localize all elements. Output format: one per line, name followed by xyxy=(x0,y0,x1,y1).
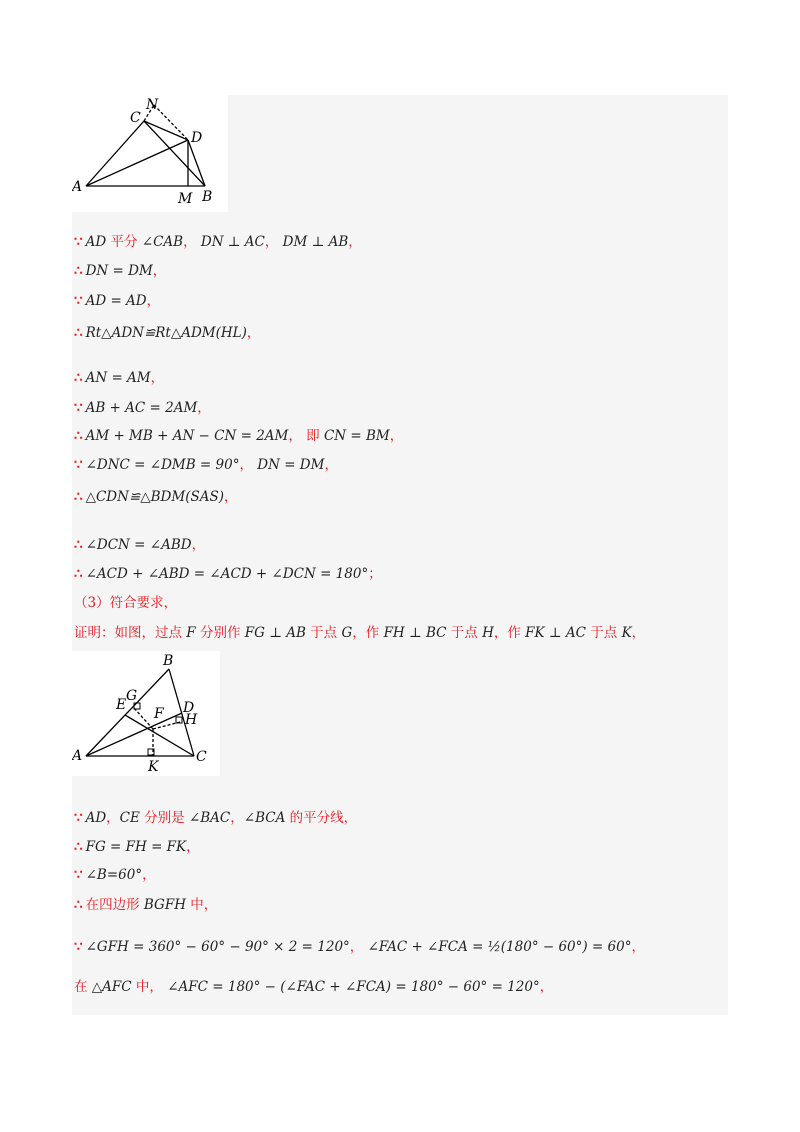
proof-line-4 xyxy=(74,324,260,342)
logic-symbol: ∴ xyxy=(74,537,83,553)
connector-text: ， xyxy=(389,428,404,444)
proof-line-17 xyxy=(74,978,553,996)
math-expression: FG ⊥ AB xyxy=(244,625,306,641)
connector-text: （3）符合要求， xyxy=(74,595,178,611)
connector-text: ， xyxy=(146,293,161,309)
logic-symbol: ∴ xyxy=(74,566,83,582)
connector-text: ， xyxy=(183,234,201,250)
connector-text: ， xyxy=(246,325,261,341)
connector-text: ，作 xyxy=(493,625,526,641)
proof-line-12 xyxy=(74,809,357,827)
connector-text: 证明：如图，过点 xyxy=(74,625,187,641)
math-expression: △CDN≌△BDM(SAS) xyxy=(85,489,224,505)
label-F: F xyxy=(154,706,164,722)
math-expression: AD xyxy=(85,810,107,826)
connector-text: 在四边形 xyxy=(85,897,144,913)
label-A: A xyxy=(72,748,83,764)
connector-text: 的平分线， xyxy=(285,810,358,826)
figure2-svg xyxy=(72,651,220,776)
label-M: M xyxy=(178,191,193,207)
logic-symbol: ∴ xyxy=(74,263,83,279)
connector-text: 中， xyxy=(131,979,168,995)
connector-text: ， xyxy=(150,370,165,386)
connector-text: ， xyxy=(631,939,645,955)
math-expression: ∠BAC xyxy=(188,810,231,826)
math-expression: ∠FAC + ∠FCA = ½(180° − 60°) = 60° xyxy=(367,939,632,955)
connector-text: ， xyxy=(264,234,283,250)
connector-text: ， xyxy=(239,457,258,473)
proof-line-3 xyxy=(74,292,160,310)
math-expression: CN = BM xyxy=(323,428,390,444)
logic-symbol: ∴ xyxy=(74,839,83,855)
proof-line-8 xyxy=(74,456,338,474)
math-expression: ∠BCA xyxy=(243,810,286,826)
connector-text: ， xyxy=(539,979,554,995)
figure1-svg xyxy=(72,95,228,212)
logic-symbol: ∴ xyxy=(74,489,83,505)
connector-text: 于点 xyxy=(446,625,483,641)
proof-intro xyxy=(74,624,645,642)
proof-line-1 xyxy=(74,233,362,251)
proof-line-11 xyxy=(74,565,382,583)
connector-text: ， xyxy=(106,810,120,826)
label-N: N xyxy=(146,97,159,113)
proof-line-16 xyxy=(74,938,645,956)
label-K: K xyxy=(148,759,159,775)
logic-symbol: ∴ xyxy=(74,325,83,341)
figure-quadrilateral xyxy=(72,95,228,212)
logic-symbol: ∴ xyxy=(74,428,83,444)
connector-text: 平分 xyxy=(106,234,142,250)
label-D: D xyxy=(191,130,203,146)
proof-line-13 xyxy=(74,838,200,856)
math-expression: FG = FH = FK xyxy=(85,839,187,855)
logic-symbol: ∵ xyxy=(74,810,83,826)
math-expression: H xyxy=(482,625,494,641)
proof-line-9 xyxy=(74,488,237,506)
label-C: C xyxy=(196,749,207,765)
math-expression: DN = DM xyxy=(85,263,153,279)
connector-text: ，作 xyxy=(352,625,384,641)
connector-text: ， xyxy=(230,810,244,826)
connector-text: ， xyxy=(348,234,362,250)
proof-line-6 xyxy=(74,399,211,417)
proof-line-2 xyxy=(74,262,166,280)
connector-text: ， xyxy=(324,457,338,473)
logic-symbol: ∴ xyxy=(74,370,83,386)
math-expression: ∠DNC = ∠DMB = 90° xyxy=(85,457,240,473)
connector-text: 分别是 xyxy=(139,810,189,826)
connector-text: 中， xyxy=(186,897,218,913)
math-expression: F xyxy=(186,625,196,641)
label-D: D xyxy=(183,700,195,716)
label-B: B xyxy=(202,189,213,205)
math-expression: BGFH xyxy=(143,897,186,913)
logic-symbol: ∵ xyxy=(74,867,83,883)
connector-text: 在 xyxy=(74,979,92,995)
math-expression: ∠ACD + ∠ABD = ∠ACD + ∠DCN = 180° xyxy=(85,566,369,582)
math-expression: ∠GFH = 360° − 60° − 90° × 2 = 120° xyxy=(85,939,350,955)
connector-text: ； xyxy=(368,566,382,582)
connector-text: ， xyxy=(223,489,238,505)
math-expression: ∠B=60° xyxy=(85,867,143,883)
label-A: A xyxy=(72,179,83,195)
label-H: H xyxy=(185,712,198,728)
proof-line-5 xyxy=(74,369,164,387)
connector-text: 于点 xyxy=(585,625,622,641)
connector-text: 于点 xyxy=(305,625,342,641)
connector-text: ， xyxy=(631,625,646,641)
math-expression: AN = AM xyxy=(85,370,151,386)
math-expression: AD = AD xyxy=(85,293,147,309)
math-expression: DN = DM xyxy=(257,457,325,473)
math-expression: FH ⊥ BC xyxy=(383,625,447,641)
math-expression: CE xyxy=(119,810,140,826)
proof-line-7 xyxy=(74,427,403,445)
math-expression: DM ⊥ AB xyxy=(282,234,349,250)
proof-line-10 xyxy=(74,536,205,554)
math-expression: Rt△ADN≌Rt△ADM(HL) xyxy=(85,325,247,341)
math-expression: FK ⊥ AC xyxy=(525,625,586,641)
logic-symbol: ∵ xyxy=(74,457,83,473)
logic-symbol: ∵ xyxy=(74,293,83,309)
logic-symbol: ∵ xyxy=(74,400,83,416)
connector-text: ， 即 xyxy=(288,428,324,444)
math-expression: ∠CAB xyxy=(141,234,184,250)
connector-text: ， xyxy=(152,263,167,279)
math-expression: ∠DCN = ∠ABD xyxy=(85,537,192,553)
math-expression: AD xyxy=(85,234,107,250)
connector-text: ， xyxy=(191,537,206,553)
math-expression: △AFC xyxy=(91,979,132,995)
label-C: C xyxy=(130,110,141,126)
label-B: B xyxy=(163,653,174,669)
label-E: E xyxy=(116,697,127,713)
math-expression: ∠AFC = 180° − (∠FAC + ∠FCA) = 180° − 60° = 120° xyxy=(167,979,540,995)
logic-symbol: ∵ xyxy=(74,939,83,955)
figure-triangle xyxy=(72,651,220,776)
proof-line-15 xyxy=(74,896,217,914)
connector-text: 分别作 xyxy=(195,625,245,641)
connector-text: ， xyxy=(142,867,156,883)
math-expression: AB + AC = 2AM xyxy=(85,400,198,416)
logic-symbol: ∵ xyxy=(74,234,83,250)
label-G: G xyxy=(126,688,138,704)
math-expression: K xyxy=(621,625,632,641)
connector-text: ， xyxy=(186,839,200,855)
part3-heading xyxy=(74,594,177,612)
connector-text: ， xyxy=(197,400,211,416)
connector-text: ， xyxy=(349,939,368,955)
math-expression: AM + MB + AN − CN = 2AM xyxy=(85,428,289,444)
math-expression: DN ⊥ AC xyxy=(200,234,265,250)
proof-line-14 xyxy=(74,866,156,884)
logic-symbol: ∴ xyxy=(74,897,83,913)
math-expression: G xyxy=(341,625,353,641)
